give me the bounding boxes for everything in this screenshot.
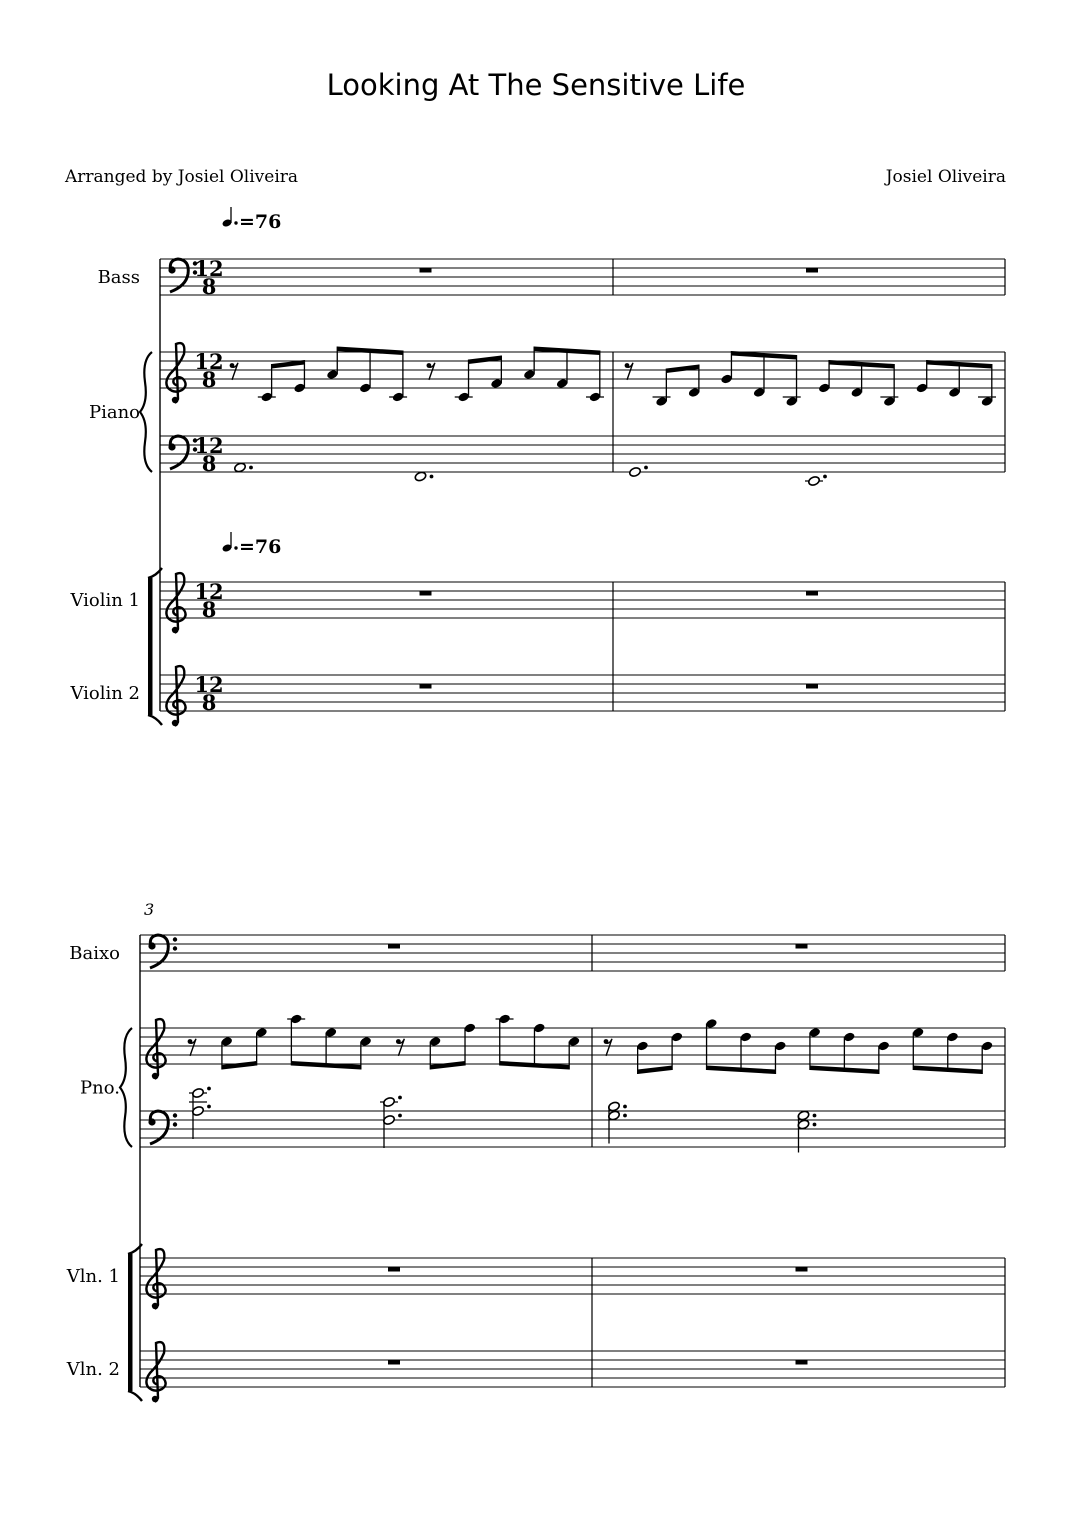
augmentation-dot (813, 1123, 817, 1127)
composer-credit: Josiel Oliveira (885, 167, 1006, 187)
time-signature-denominator: 8 (201, 690, 217, 715)
time-signature-denominator: 8 (201, 274, 217, 299)
whole-rest (806, 684, 818, 689)
time-signature-numerator: 12 (194, 579, 224, 604)
time-signature-numerator: 12 (194, 349, 224, 374)
half-notehead (234, 462, 247, 473)
eighth-rest (230, 363, 238, 380)
staff-label-bass: Bass (97, 267, 140, 288)
whole-rest (796, 1267, 808, 1272)
tempo-marking (221, 207, 281, 233)
staff-label-violin1: Vln. 1 (66, 1266, 120, 1287)
augmentation-dot (623, 1114, 627, 1118)
whole-rest (388, 944, 400, 949)
eighth-rest (427, 363, 435, 380)
augmentation-dot (430, 475, 434, 479)
whole-rest (420, 268, 432, 273)
half-notehead (414, 471, 427, 482)
piano-brace (140, 352, 152, 472)
augmentation-dot (207, 1087, 211, 1091)
augmentation-dot (823, 475, 827, 479)
tempo-value: =76 (239, 536, 282, 558)
whole-rest (388, 1267, 400, 1272)
staff-label-violin1: Violin 1 (70, 590, 140, 611)
bass-clef-icon (148, 935, 177, 968)
bass-clef-icon (148, 1111, 177, 1144)
whole-rest (388, 1360, 400, 1365)
staff-label-violin2: Vln. 2 (66, 1359, 120, 1380)
score-title: Looking At The Sensitive Life (326, 68, 746, 102)
tempo-value: =76 (239, 211, 282, 233)
eighth-rest (396, 1039, 404, 1056)
measure-number: 3 (144, 900, 155, 919)
augmentation-dot (207, 1105, 211, 1109)
time-signature-numerator: 12 (194, 256, 224, 281)
time-signature-denominator: 8 (201, 597, 217, 622)
tempo-marking (221, 532, 281, 558)
note-beam (638, 1066, 672, 1075)
note-beam (666, 365, 699, 374)
staff-label-piano: Pno. (80, 1077, 120, 1099)
whole-rest (806, 591, 818, 596)
whole-rest (806, 268, 818, 273)
eighth-rest (604, 1039, 612, 1056)
whole-rest (420, 684, 432, 689)
staff-label-violin2: Violin 2 (70, 683, 140, 704)
augmentation-dot (398, 1114, 402, 1118)
whole-rest (796, 1360, 808, 1365)
note-beam (222, 1061, 257, 1070)
half-notehead (629, 466, 642, 477)
bass-clef-icon (168, 259, 197, 292)
staff-label-piano: Piano (88, 402, 140, 423)
bass-clef-icon (168, 436, 197, 469)
note-beam (469, 356, 502, 365)
augmentation-dot (813, 1114, 817, 1118)
eighth-rest (625, 363, 633, 380)
staff-label-bass: Baixo (69, 943, 120, 964)
whole-rest (420, 591, 432, 596)
augmentation-dot (398, 1096, 402, 1100)
arranger-credit: Arranged by Josiel Oliveira (65, 167, 299, 187)
time-signature-denominator: 8 (201, 367, 217, 392)
augmentation-dot (623, 1105, 627, 1109)
half-notehead (808, 475, 821, 486)
augmentation-dot (249, 466, 253, 470)
augmentation-dot (644, 466, 648, 470)
piano-brace (120, 1028, 132, 1147)
eighth-rest (188, 1039, 196, 1056)
whole-rest (796, 944, 808, 949)
time-signature-numerator: 12 (194, 672, 224, 697)
note-beam (430, 1061, 465, 1070)
time-signature-numerator: 12 (194, 433, 224, 458)
time-signature-denominator: 8 (201, 451, 217, 476)
